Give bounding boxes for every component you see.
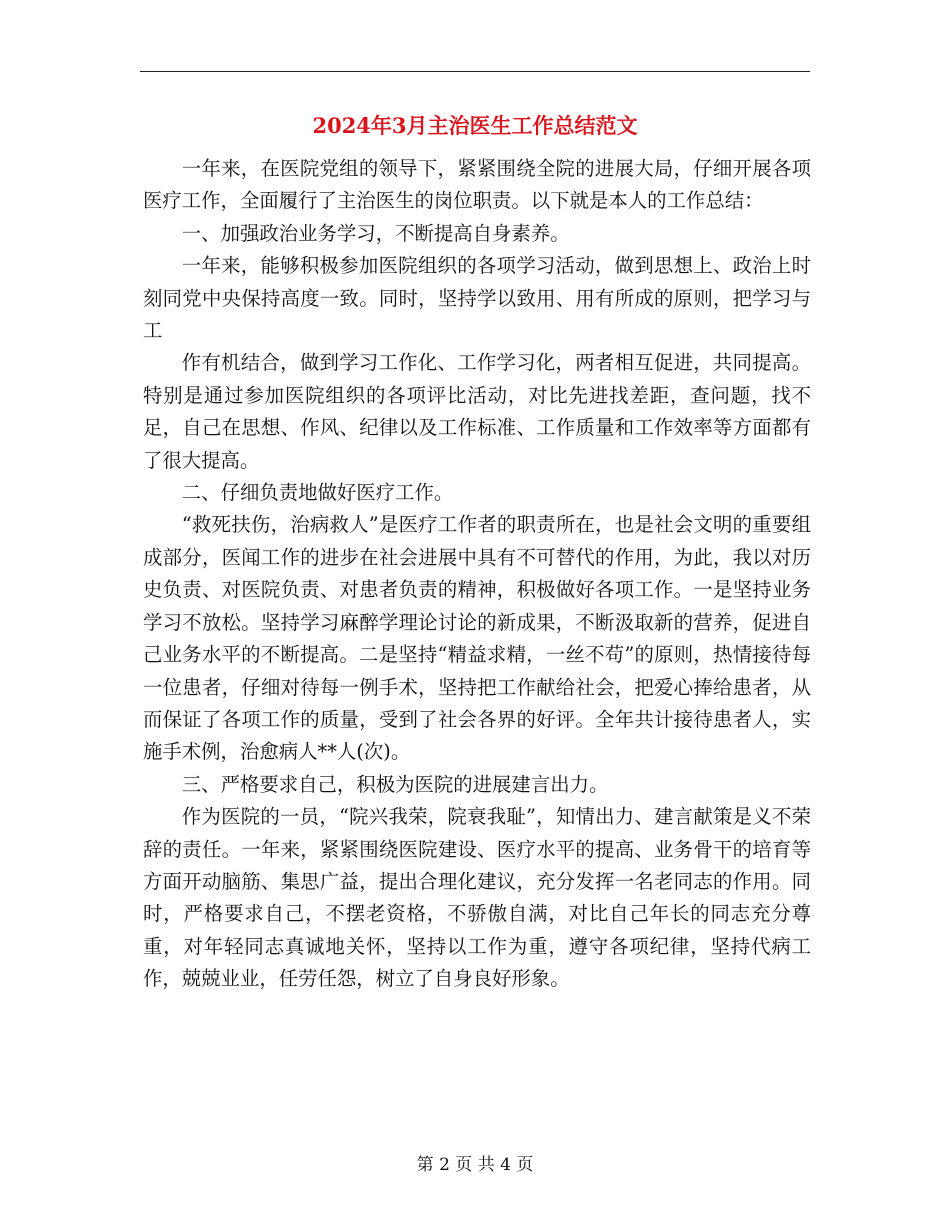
body-paragraph: “救死扶伤，治病救人”是医疗工作者的职责所在，也是社会文明的重要组成部分，医闻工作的进步在社会进展中具有不可替代的作用，为此，我以对历史负责、对医院负责、对患者负责的精神，积极做好各项工作。一是坚持业务学习不放松。坚持学习麻醉学理论讨论的新成果，不断汲取新的营养，促进自己业务水平的不断提高。二是坚持“精益求精，一丝不苟”的原则，热情接待每一位患者，仔细对待每一例手术，坚持把工作献给社会，把爱心捧给患者，从而保证了各项工作的质量，受到了社会各界的好评。全年共计接待患者人，实施手术例，治愈病人**人(次)。 <box>143 513 811 764</box>
body-paragraph: 作为医院的一员，“院兴我荣，院衰我耻”，知情出力、建言献策是义不荣辞的责任。一年来，紧紧围绕医院建设、医疗水平的提高、业务骨干的培育等方面开动脑筋、集思广益，提出合理化建议，充分发挥一名老同志的作用。同时，严格要求自己，不摆老资格，不骄傲自满，对比自己年长的同志充分尊重，对年轻同志真诚地关怀，坚持以工作为重，遵守各项纪律，坚持代病工作，兢兢业业，任劳任怨，树立了自身良好形象。 <box>143 805 811 991</box>
section-heading-3: 三、严格要求自己，积极为医院的进展建言出力。 <box>181 772 609 796</box>
page-number-footer: 第 2 页 共 4 页 <box>416 1155 534 1175</box>
body-paragraph: 作有机结合，做到学习工作化、工作学习化，两者相互促进，共同提高。特别是通过参加医院组织的各项评比活动，对比先进找差距，查问题，找不足，自己在思想、作风、纪律以及工作标准、工作质量和工作效率等方面都有了很大提高。 <box>143 351 811 472</box>
section-heading-2: 二、仔细负责地做好医疗工作。 <box>181 481 454 505</box>
header-rule <box>140 71 810 72</box>
document-title: 2024年3月主治医生工作总结范文 <box>312 113 638 138</box>
section-heading-1: 一、加强政治业务学习，不断提高自身素养。 <box>181 221 570 245</box>
intro-paragraph: 一年来，在医院党组的领导下，紧紧围绕全院的进展大局，仔细开展各项医疗工作，全面履行了主治医生的岗位职责。以下就是本人的工作总结： <box>143 157 811 213</box>
body-paragraph: 一年来，能够积极参加医院组织的各项学习活动，做到思想上、政治上时刻同党中央保持高度一致。同时，坚持学以致用、用有所成的原则，把学习与工 <box>143 254 811 343</box>
document-body <box>143 153 811 996</box>
